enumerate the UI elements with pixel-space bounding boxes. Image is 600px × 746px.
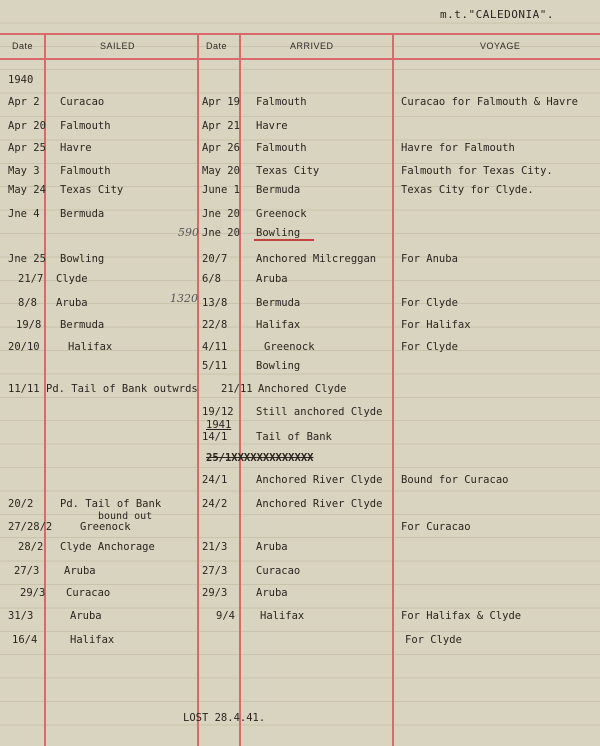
sailed-port: Curacao [66, 587, 111, 599]
handwritten-note: 1320 [170, 292, 198, 305]
sailed-date: 20/10 [8, 341, 40, 353]
sailed-port: Curacao [60, 96, 105, 108]
sailed-port: Pd. Tail of Bank [60, 498, 162, 510]
sailed-port: Bowling [60, 253, 105, 265]
sailed-port: Aruba [56, 297, 88, 309]
arrived-port: Curacao [256, 565, 301, 577]
sailed-date: 27/28/2 [8, 521, 53, 533]
arrived-date: 6/8 [202, 273, 221, 285]
sailed-port: Halifax [68, 341, 113, 353]
arrived-port: Texas City [256, 165, 320, 177]
header-top-rule [0, 33, 600, 35]
arrived-port: Aruba [256, 587, 288, 599]
voyage-note: For Anuba [401, 253, 458, 265]
sailed-port: Falmouth [60, 120, 111, 132]
arrived-port: Bermuda [256, 297, 301, 309]
voyage-note: For Clyde [401, 341, 458, 353]
arrived-date: Apr 26 [202, 142, 240, 154]
arrived-date: 22/8 [202, 319, 228, 331]
arrived-port: Anchored River Clyde [256, 474, 383, 486]
arrived-date: 24/1 [202, 474, 228, 486]
arrived-date: 19/12 [202, 406, 234, 418]
sailed-date: 11/11 [8, 383, 40, 395]
arrived-port: Falmouth [256, 96, 307, 108]
arrived-date: May 20 [202, 165, 240, 177]
arrived-date: Apr 21 [202, 120, 240, 132]
arrived-port: Havre [256, 120, 288, 132]
arrived-date: 9/4 [216, 610, 235, 622]
arrived-date: 29/3 [202, 587, 228, 599]
arrived-port: Greenock [256, 208, 307, 220]
arrived-port: Anchored Clyde [258, 383, 347, 395]
arrived-port: Anchored River Clyde [256, 498, 383, 510]
arrived-port: Still anchored Clyde [256, 406, 383, 418]
sailed-port: Texas City [60, 184, 124, 196]
arrived-port: Halifax [260, 610, 305, 622]
red-underline [254, 239, 314, 241]
arrived-port: Anchored Milcreggan [256, 253, 377, 265]
arrived-date: Apr 19 [202, 96, 240, 108]
sailed-date: May 24 [8, 184, 46, 196]
arrived-port: Bermuda [256, 184, 301, 196]
column-rule [392, 33, 394, 746]
header-sailed: SAILED [100, 41, 136, 51]
arrived-port: Greenock [264, 341, 315, 353]
arrived-port: Halifax [256, 319, 301, 331]
sailed-port: Aruba [64, 565, 96, 577]
sailed-date: Apr 25 [8, 142, 46, 154]
arrived-date: 21/3 [202, 541, 228, 553]
sailed-port: Bermuda [60, 319, 105, 331]
voyage-note: For Curacao [401, 521, 471, 533]
sailed-port: Pd. Tail of Bank outwrds [46, 383, 198, 395]
arrived-port: Tail of Bank [256, 431, 332, 443]
sailed-port: Halifax [70, 634, 115, 646]
ship-title: m.t."CALEDONIA". [440, 8, 554, 21]
arrived-date: 20/7 [202, 253, 228, 265]
arrived-port: Aruba [256, 541, 288, 553]
sailed-port: Falmouth [60, 165, 111, 177]
bound-out-note: bound out [98, 511, 153, 522]
sailed-port: Bermuda [60, 208, 105, 220]
arrived-date: 5/11 [202, 360, 228, 372]
arrived-date: 4/11 [202, 341, 228, 353]
sailed-date: 28/2 [18, 541, 44, 553]
sailed-port: Greenock [80, 521, 131, 533]
voyage-note: For Halifax & Clyde [401, 610, 522, 622]
handwritten-note: 590 [178, 226, 199, 239]
lost-note: LOST 28.4.41. [183, 712, 266, 724]
sailed-date: 20/2 [8, 498, 34, 510]
header-date-arrived: Date [206, 41, 228, 51]
sailed-port: Aruba [70, 610, 102, 622]
arrived-date: June 1 [202, 184, 240, 196]
voyage-note: Havre for Falmouth [401, 142, 515, 154]
arrived-date: 24/2 [202, 498, 228, 510]
arrived-date: Jne 20 [202, 208, 240, 220]
arrived-date: 13/8 [202, 297, 228, 309]
voyage-note: Falmouth for Texas City. [401, 165, 553, 177]
arrived-date: 14/1 [202, 431, 228, 443]
arrived-port: Bowling [256, 360, 301, 372]
header-arrived: ARRIVED [290, 41, 334, 51]
header-date-sailed: Date [12, 41, 34, 51]
arrived-date: 27/3 [202, 565, 228, 577]
sailed-date: 21/7 [18, 273, 44, 285]
sailed-date: 29/3 [20, 587, 46, 599]
voyage-note: Texas City for Clyde. [401, 184, 534, 196]
struck-out-entry: 25/1XXXXXXXXXXXXX [206, 452, 314, 464]
year-1940: 1940 [8, 74, 34, 86]
year-1941: 1941 [206, 419, 232, 431]
arrived-date: 21/11 [221, 383, 253, 395]
sailed-date: May 3 [8, 165, 40, 177]
header-bottom-rule [0, 58, 600, 60]
arrived-port: Bowling [256, 227, 301, 239]
header-voyage: VOYAGE [480, 41, 521, 51]
sailed-date: 19/8 [16, 319, 42, 331]
voyage-note: For Clyde [401, 297, 458, 309]
sailed-date: 8/8 [18, 297, 37, 309]
arrived-port: Falmouth [256, 142, 307, 154]
sailed-date: 31/3 [8, 610, 34, 622]
arrived-date: Jne 20 [202, 227, 240, 239]
arrived-port: Aruba [256, 273, 288, 285]
sailed-date: Apr 2 [8, 96, 40, 108]
voyage-note: For Clyde [405, 634, 462, 646]
sailed-date: Jne 25 [8, 253, 46, 265]
sailed-date: 16/4 [12, 634, 38, 646]
sailed-port: Clyde [56, 273, 88, 285]
sailed-date: 27/3 [14, 565, 40, 577]
sailed-port: Havre [60, 142, 92, 154]
voyage-note: Bound for Curacao [401, 474, 509, 486]
sailed-port: Clyde Anchorage [60, 541, 155, 553]
voyage-note: Curacao for Falmouth & Havre [401, 96, 579, 108]
sailed-date: Apr 20 [8, 120, 46, 132]
sailed-date: Jne 4 [8, 208, 40, 220]
voyage-note: For Halifax [401, 319, 471, 331]
